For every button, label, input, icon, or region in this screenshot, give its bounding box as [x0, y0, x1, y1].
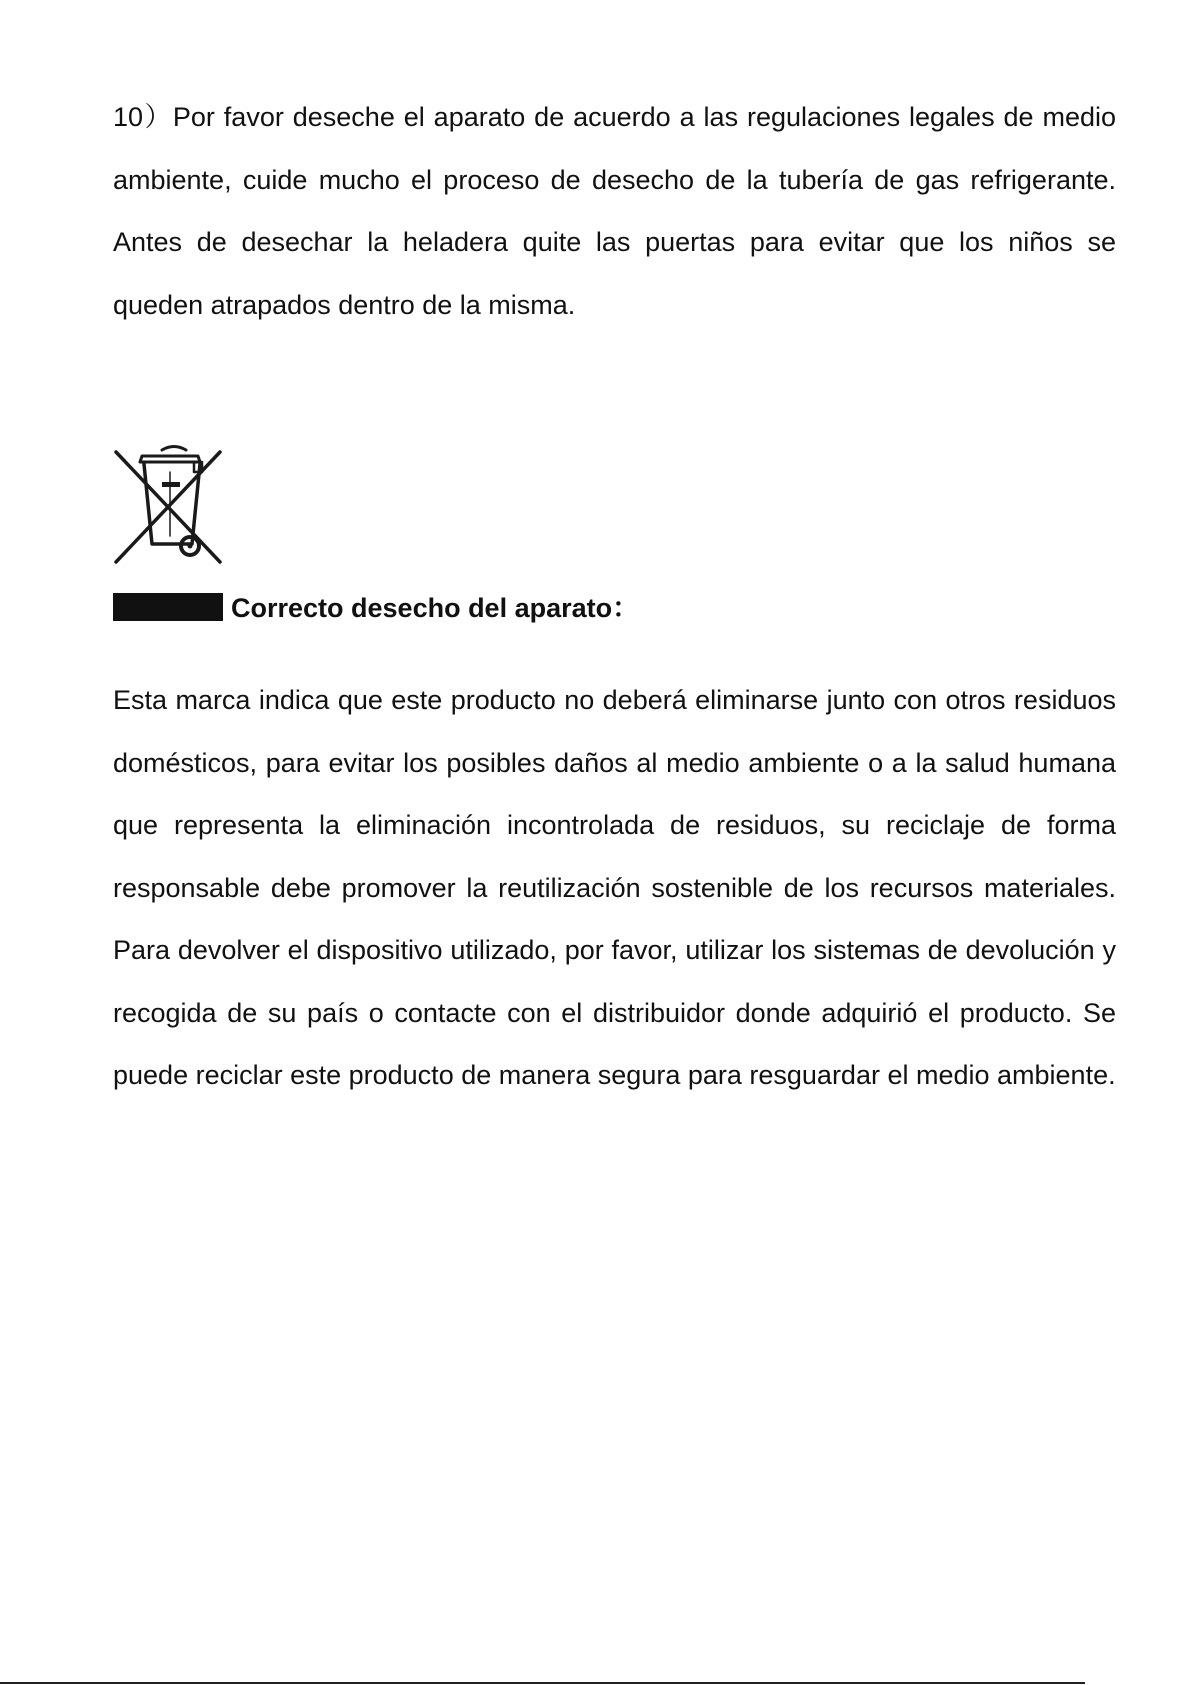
disposal-explanation-paragraph: Esta marca indica que este producto no deberá eliminarse junto con otros residuos domésticos, para evitar los posibles daños al medio ambiente o a la salud humana que representa la eliminación incontrolada de residuos, su reciclaje de forma responsable debe promover la reutilización sostenible de los recursos materiales. Para devolver el dispositivo utilizado, por favor, utilizar los sistemas de devolución y recogida de su país o contacte con el distribuidor donde adquirió el producto. Se puede reciclar este producto de manera segura para resguardar el medio ambiente. — [113, 685, 1116, 1090]
footer-rule — [0, 1682, 1085, 1684]
disposal-heading: Correcto desecho del aparato： — [231, 593, 640, 623]
disposal-instructions-paragraph: 10）Por favor deseche el aparato de acuerdo a las regulaciones legales de medio ambiente, cuide mucho el proceso de desecho de la tubería de gas refrigerante. Antes de desechar la heladera quite las puertas para evitar que los niños se queden atrapados dentro de la misma. — [113, 102, 1116, 320]
crossed-out-wheelie-bin-icon — [112, 440, 225, 564]
heading-bar — [113, 593, 223, 621]
